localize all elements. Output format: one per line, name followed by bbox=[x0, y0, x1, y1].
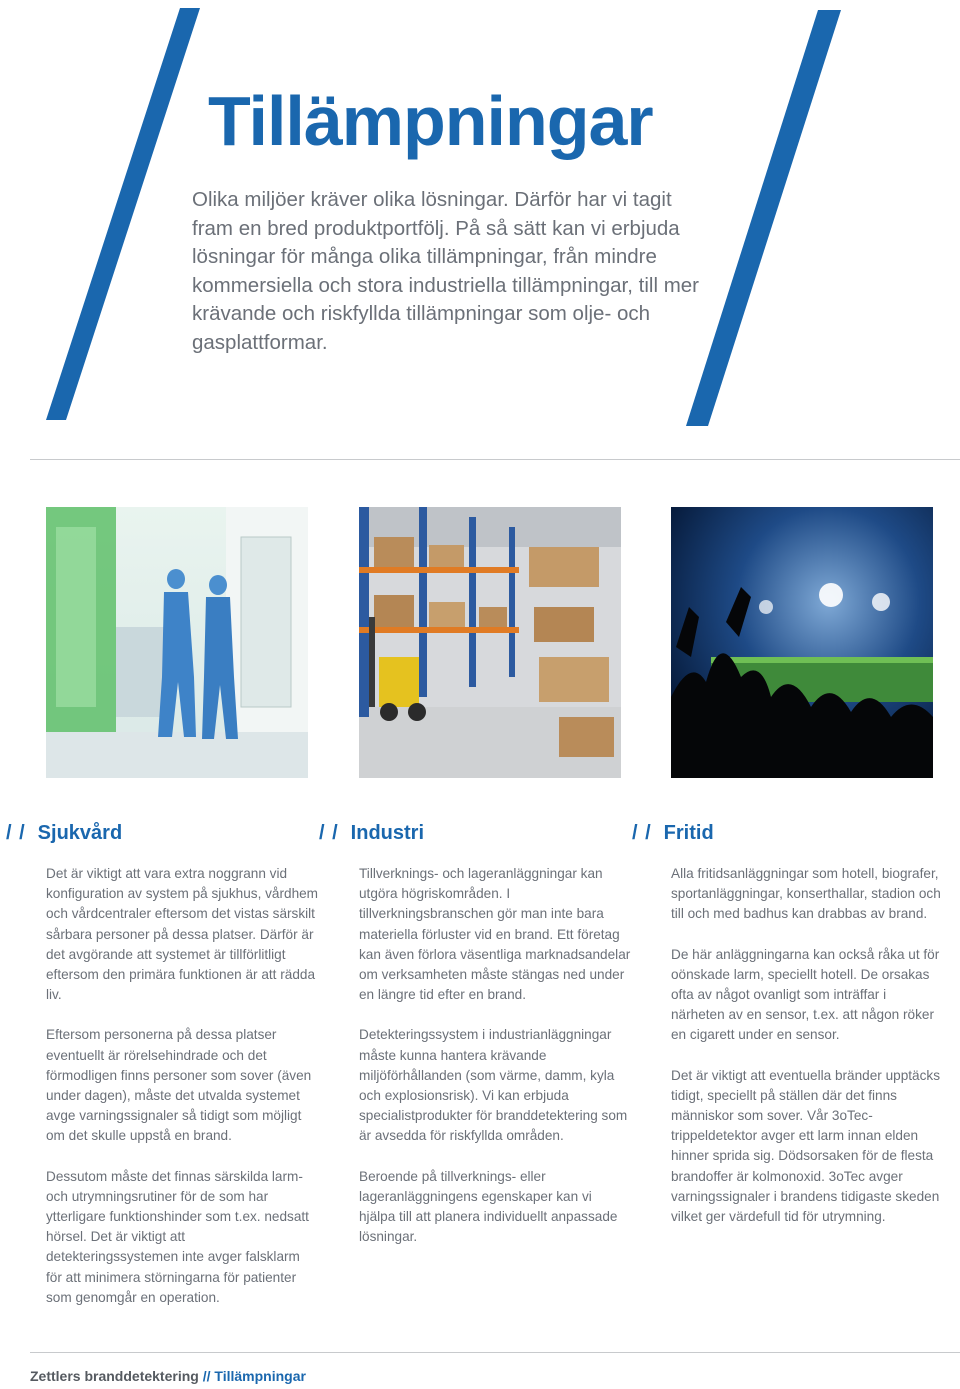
section-heading-fritid bbox=[632, 822, 714, 845]
footer-brand: Zettlers branddetektering bbox=[30, 1368, 199, 1384]
section-body-industri bbox=[359, 864, 631, 1267]
page-title: Tillämpningar bbox=[208, 82, 653, 160]
section-heading-industri bbox=[319, 822, 424, 845]
paragraph: Detekteringssystem i industrianläggningar måste kunna hantera krävande miljöförhållanden (som värme, damm, kyla och explosionsrisk). Vi kan erbjuda specialistprodukter för branddetektering som är avsedda för riskfyllda områden. bbox=[359, 1027, 628, 1144]
paragraph: Alla fritidsanläggningar som hotell, biografer, sportanläggningar, konserthallar, stadion och till och med badhus kan drabbas av brand. bbox=[671, 866, 941, 922]
section-body-sjukvard bbox=[46, 864, 318, 1328]
paragraph: Det är viktigt att vara extra noggrann vid konfiguration av system på sjukhus, vårdhem och vårdcentraler eftersom det vistas särskilt sårbara personer på dessa platser. Därför är det avgörande att systemet är tillförlitligt eftersom den primära funktionen är att rädda liv. bbox=[46, 866, 319, 1003]
paragraph: Det är viktigt att eventuella bränder upptäcks tidigt, speciellt på ställen där det finns människor som sover. Vår 3oTec-trippeldetektor avger ett larm innan elden hinner sprida sig. Dödsorsaken för de flesta brandoffer är kolmonoxid. 3oTec avger varningssignaler i brandens tidigaste skeden vilket ger värdefull tid för utrymning. bbox=[671, 1067, 941, 1225]
healthcare-photo bbox=[46, 507, 308, 778]
section-heading-sjukvard bbox=[6, 822, 122, 845]
slash-prefix: / / bbox=[6, 822, 26, 844]
heading-text: Industri bbox=[350, 822, 425, 844]
paragraph: Beroende på tillverknings- eller lageranläggningens egenskaper kan vi hjälpa till att planera individuellt anpassade lösningar. bbox=[359, 1168, 618, 1245]
footer-divider bbox=[30, 1352, 960, 1353]
intro-text: Olika miljöer kräver olika lösningar. Därför har vi tagit fram en bred produktportfölj. På så sätt kan vi erbjuda lösningar för många olika tillämpningar, från mindre kommersiella och stora industriella tillämpningar, till mer krävande och riskfyllda tillämpningar som olje- och gasplattformar. bbox=[192, 188, 699, 354]
section-body-fritid bbox=[671, 864, 943, 1247]
footer-separator: // bbox=[198, 1368, 215, 1384]
slash-prefix: / / bbox=[319, 822, 339, 844]
slash-prefix: / / bbox=[632, 822, 652, 844]
paragraph: De här anläggningarna kan också råka ut för oönskade larm, speciellt hotell. De orsakas ofta av något ovanligt som inträffar i närheten av en sensor, t.ex. att någon röker en cigarett under en sensor. bbox=[671, 946, 940, 1043]
paragraph: Tillverknings- och lageranläggningar kan utgöra högriskområden. I tillverkningsbranschen gör man inte bara materiella förluster vid en brand. Ett företag kan även förlora väsentliga marknadsandelar om verksamheten måste stängas ned under en längre tid efter en brand. bbox=[359, 866, 631, 1003]
top-divider bbox=[30, 459, 960, 460]
footer bbox=[30, 1368, 306, 1384]
heading-text: Fritid bbox=[663, 822, 714, 844]
footer-section: Tillämpningar bbox=[214, 1368, 306, 1384]
paragraph: Dessutom måste det finnas särskilda larm- och utrymningsrutiner för de som har ytterligare funktionshinder som t.ex. nedsatt hörsel. Det är viktigt att detekteringssystemen inte avger falsklarm för att minimera störningarna för patienter som genomgår en operation. bbox=[46, 1168, 309, 1305]
stadium-photo bbox=[671, 507, 933, 778]
warehouse-photo bbox=[359, 507, 621, 778]
paragraph: Eftersom personerna på dessa platser eventuellt är rörelsehindrade och det förmodligen finns personer som sover (även under dagen), måste det utvalda systemet avge varningssignaler så tidigt som möjligt om det skulle uppstå en brand. bbox=[46, 1027, 312, 1144]
heading-text: Sjukvård bbox=[37, 822, 123, 844]
